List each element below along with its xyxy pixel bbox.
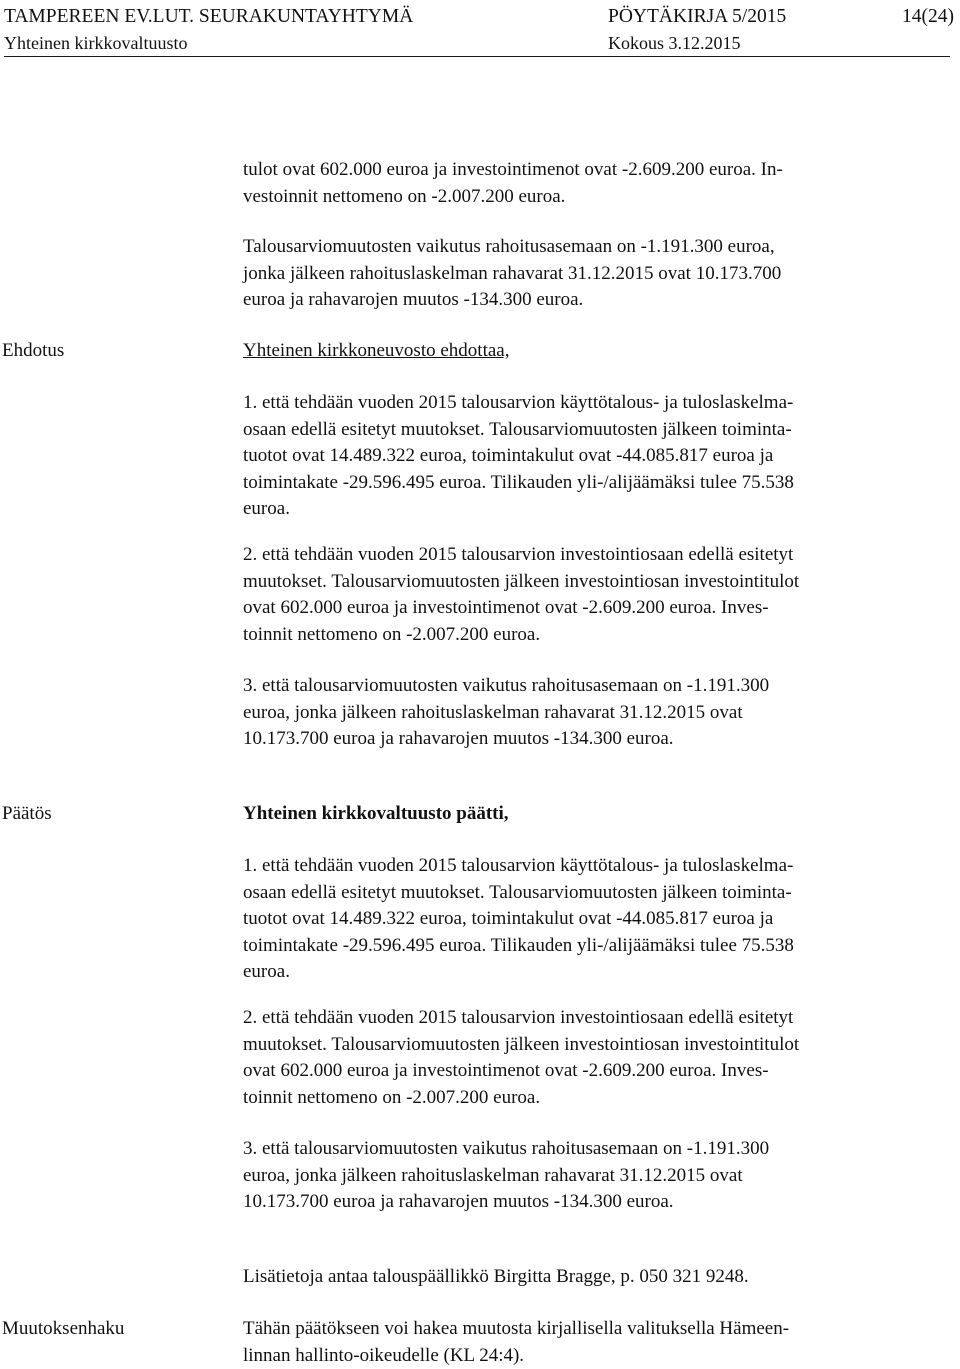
text-line: euroa. <box>243 496 913 523</box>
paatos-item-2 <box>243 1005 913 1111</box>
text-line: Talousarviomuutosten vaikutus rahoitusasemaan on -1.191.300 euroa, <box>243 234 913 261</box>
text-line: euroa. <box>243 959 913 986</box>
ehdotus-item-1 <box>243 390 913 523</box>
text-line: toimintakate -29.596.495 euroa. Tilikauden yli-/alijäämäksi tulee 75.538 <box>243 470 913 497</box>
paatos-item-3 <box>243 1136 913 1216</box>
header-row-2 <box>4 31 960 55</box>
text-line: osaan edellä esitetyt muutokset. Talousarviomuutosten jälkeen toiminta- <box>243 880 913 907</box>
organization-name: TAMPEREEN EV.LUT. SEURAKUNTAYHTYMÄ <box>4 5 413 29</box>
intro-text <box>243 157 913 210</box>
paatos-heading <box>243 801 913 828</box>
ehdotus-label: Ehdotus <box>2 338 64 364</box>
paatos-label: Päätös <box>2 801 52 827</box>
contact-info <box>243 1264 913 1291</box>
ehdotus-item-3 <box>243 673 913 753</box>
text-line: ovat 602.000 euroa ja investointimenot ovat -2.609.200 euroa. Inves- <box>243 1058 913 1085</box>
text-line: jonka jälkeen rahoituslaskelman rahavarat 31.12.2015 ovat 10.173.700 <box>243 261 913 288</box>
contact-line: Lisätietoja antaa talouspäällikkö Birgitta Bragge, p. 050 321 9248. <box>243 1264 913 1291</box>
ehdotus-item-2 <box>243 542 913 648</box>
paatos-item-1 <box>243 853 913 986</box>
meeting-date: Kokous 3.12.2015 <box>608 31 741 55</box>
text-line: muutokset. Talousarviomuutosten jälkeen investointiosan investointitulot <box>243 569 913 596</box>
text-line: vestoinnit nettomeno on -2.007.200 euroa. <box>243 184 913 211</box>
appeal-text <box>243 1316 913 1369</box>
text-line: 10.173.700 euroa ja rahavarojen muutos -134.300 euroa. <box>243 1189 913 1216</box>
page-number: 14(24) <box>902 5 954 29</box>
text-line: toimintakate -29.596.495 euroa. Tilikauden yli-/alijäämäksi tulee 75.538 <box>243 933 913 960</box>
text-line: 1. että tehdään vuoden 2015 talousarvion käyttötalous- ja tuloslaskelma- <box>243 853 913 880</box>
text-line: 2. että tehdään vuoden 2015 talousarvion investointiosaan edellä esitetyt <box>243 542 913 569</box>
page-header <box>4 5 960 55</box>
text-line: osaan edellä esitetyt muutokset. Talousarviomuutosten jälkeen toiminta- <box>243 417 913 444</box>
text-line: 3. että talousarviomuutosten vaikutus rahoitusasemaan on -1.191.300 <box>243 1136 913 1163</box>
intro-financing-text <box>243 234 913 314</box>
text-line: Tähän päätökseen voi hakea muutosta kirjallisella valituksella Hämeen- <box>243 1316 913 1343</box>
text-line: toinnit nettomeno on -2.007.200 euroa. <box>243 622 913 649</box>
text-line: euroa, jonka jälkeen rahoituslaskelman rahavarat 31.12.2015 ovat <box>243 700 913 727</box>
text-line: 1. että tehdään vuoden 2015 talousarvion käyttötalous- ja tuloslaskelma- <box>243 390 913 417</box>
document-title: PÖYTÄKIRJA 5/2015 <box>608 5 786 29</box>
text-line: muutokset. Talousarviomuutosten jälkeen investointiosan investointitulot <box>243 1032 913 1059</box>
proposal-heading: Yhteinen kirkkoneuvosto ehdottaa, <box>243 338 913 365</box>
header-row-1 <box>4 5 960 29</box>
muutoksenhaku-label: Muutoksenhaku <box>2 1316 124 1342</box>
text-line: 2. että tehdään vuoden 2015 talousarvion investointiosaan edellä esitetyt <box>243 1005 913 1032</box>
governing-body: Yhteinen kirkkovaltuusto <box>4 31 187 55</box>
text-line: ovat 602.000 euroa ja investointimenot ovat -2.609.200 euroa. Inves- <box>243 595 913 622</box>
text-line: euroa ja rahavarojen muutos -134.300 euroa. <box>243 287 913 314</box>
header-divider <box>4 56 950 57</box>
text-line: tulot ovat 602.000 euroa ja investointimenot ovat -2.609.200 euroa. In- <box>243 157 913 184</box>
text-line: tuotot ovat 14.489.322 euroa, toimintakulut ovat -44.085.817 euroa ja <box>243 906 913 933</box>
text-line: tuotot ovat 14.489.322 euroa, toimintakulut ovat -44.085.817 euroa ja <box>243 443 913 470</box>
decision-heading: Yhteinen kirkkovaltuusto päätti, <box>243 801 913 828</box>
text-line: linnan hallinto-oikeudelle (KL 24:4). <box>243 1343 913 1369</box>
text-line: euroa, jonka jälkeen rahoituslaskelman rahavarat 31.12.2015 ovat <box>243 1163 913 1190</box>
ehdotus-heading <box>243 338 913 365</box>
text-line: 3. että talousarviomuutosten vaikutus rahoitusasemaan on -1.191.300 <box>243 673 913 700</box>
text-line: toinnit nettomeno on -2.007.200 euroa. <box>243 1085 913 1112</box>
text-line: 10.173.700 euroa ja rahavarojen muutos -134.300 euroa. <box>243 726 913 753</box>
